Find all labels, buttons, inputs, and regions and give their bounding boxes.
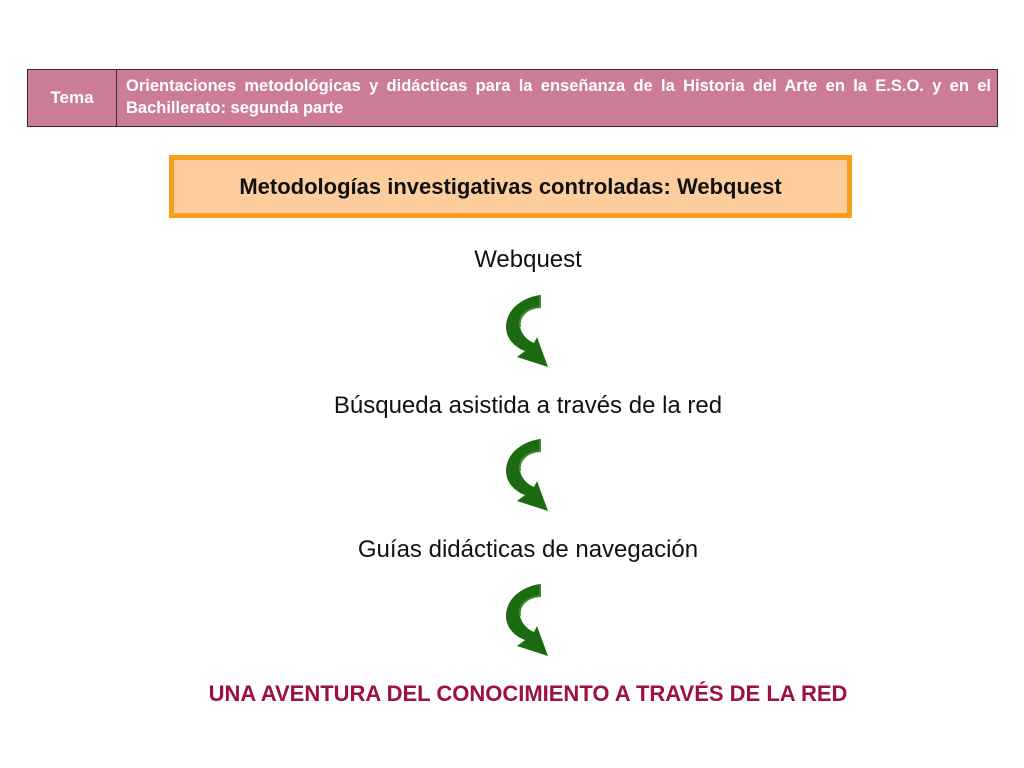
curved-arrow-down-icon <box>500 293 556 369</box>
curved-arrow-down-icon <box>500 582 556 658</box>
header-description: Orientaciones metodológicas y didácticas para la enseñanza de la Historia del Arte en la E.S.O. y en el Bachillerato: segunda parte <box>126 77 991 117</box>
slide-title: Metodologías investigativas controladas: Webquest <box>169 155 852 218</box>
header-table <box>27 69 998 127</box>
step-guias: Guías didácticas de navegación <box>357 536 699 563</box>
step-busqueda: Búsqueda asistida a través de la red <box>333 392 723 419</box>
header-tema-label: Tema <box>28 70 117 126</box>
step-webquest: Webquest <box>474 246 582 273</box>
conclusion-text: UNA AVENTURA DEL CONOCIMIENTO A TRAVÉS DE LA RED <box>208 681 848 706</box>
curved-arrow-down-icon <box>500 437 556 513</box>
